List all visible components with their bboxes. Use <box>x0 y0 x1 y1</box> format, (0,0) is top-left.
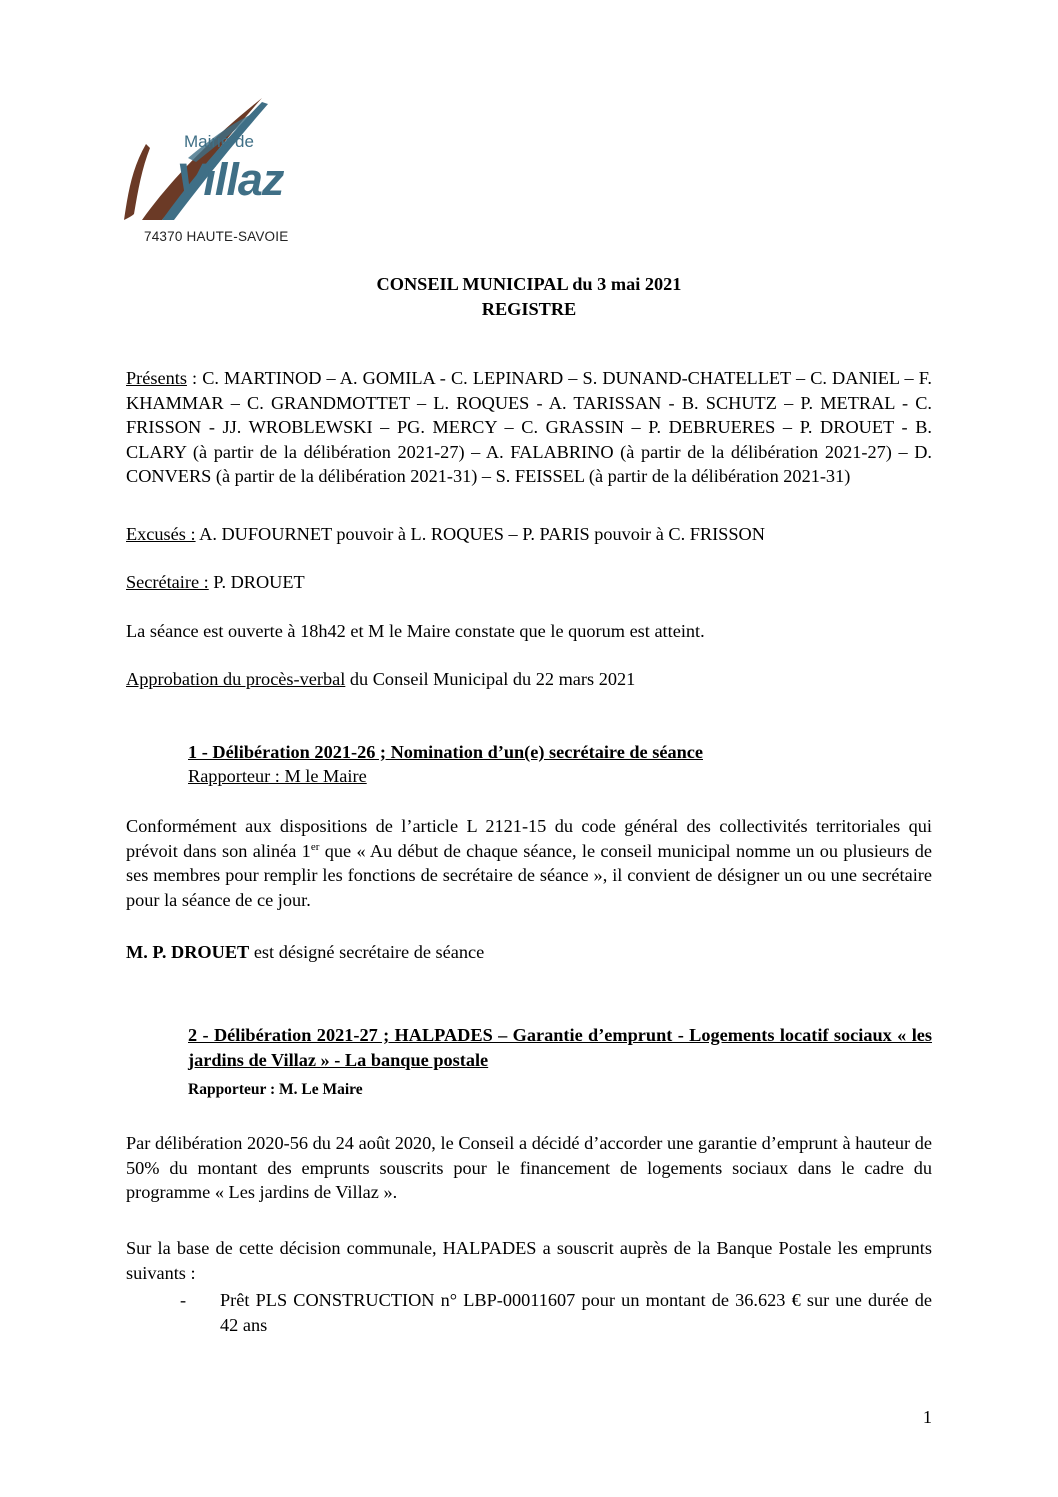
mairie-logo <box>122 98 312 248</box>
excuses-label: Excusés : <box>126 524 196 544</box>
document-subtitle: REGISTRE <box>481 299 577 319</box>
secretaire-paragraph <box>126 570 932 595</box>
deliberation2-body1: Par délibération 2020-56 du 24 août 2020, le Conseil a décidé d’accorder une garantie d’emprunt à hauteur de 50% du montant des emprunts souscrits pour le financement de logements sociaux dans le cadre du programme « Les jardins de Villaz ». <box>126 1133 932 1202</box>
bullet-text: Prêt PLS CONSTRUCTION n° LBP-00011607 pour un montant de 36.623 € sur une durée de 42 ans <box>220 1290 932 1335</box>
deliberation1-result-text: est désigné secrétaire de séance <box>249 942 485 962</box>
approbation-label: Approbation du procès-verbal <box>126 669 346 689</box>
presents-label: Présents <box>126 368 187 388</box>
presents-text: : C. MARTINOD – A. GOMILA - C. LEPINARD – S. DUNAND-CHATELLET – C. DANIEL – F. KHAMMAR – C. GRANDMOTTET – L. ROQUES - A. TARISSAN - B. SCHUTZ – P. METRAL - C. FRISSON - JJ. WROBLEWSKI – PG. MERCY – C. GRASSIN – P. DEBRUERES – P. DROUET - B. CLARY (à partir de la délibération 2021-27) – A. FALABRINO (à partir de la délibération 2021-27) – D. CONVERS (à partir de la délibération 2021-31) – S. FEISSEL (à partir de la délibération 2021-31) <box>126 368 932 486</box>
approbation-text: du Conseil Municipal du 22 mars 2021 <box>345 669 636 689</box>
approbation-paragraph <box>126 667 932 692</box>
deliberation1-body <box>126 814 932 912</box>
deliberation1-result <box>126 940 932 965</box>
bullet-dash: - <box>180 1290 187 1310</box>
deliberation1-heading: 1 - Délibération 2021-26 ; Nomination d’un(e) secrétaire de séance <box>188 742 703 762</box>
document-title: CONSEIL MUNICIPAL du 3 mai 2021 <box>376 274 682 294</box>
deliberation1-body-b: que « Au début de chaque séance, le conseil municipal nomme un ou plusieurs de ses membres pour remplir les fonctions de secrétaire de séance », il convient de désigner un ou une secrétaire pour la séance de ce jour. <box>126 840 932 910</box>
deliberation1-body-sup: er <box>310 840 320 853</box>
deliberation1-body-a: Conformément aux dispositions de l’article L 2121-15 du code général des collectivités territoriales qui prévoit dans son alinéa 1 <box>126 816 932 861</box>
page-number: 1 <box>922 1407 932 1427</box>
deliberation2-heading: 2 - Délibération 2021-27 ; HALPADES – Garantie d’emprunt - Logements locatif sociaux « les jardins de Villaz » - La banque postale <box>188 1025 932 1070</box>
seance-paragraph: La séance est ouverte à 18h42 et M le Maire constate que le quorum est atteint. <box>126 621 705 641</box>
secretaire-label: Secrétaire : <box>126 572 209 592</box>
deliberation2-rapporteur: Rapporteur : M. Le Maire <box>188 1081 363 1098</box>
deliberation1-rapporteur: Rapporteur : M le Maire <box>188 766 367 786</box>
deliberation2-body2: Sur la base de cette décision communale, HALPADES a souscrit auprès de la Banque Postale les emprunts suivants : <box>126 1238 932 1283</box>
deliberation1-result-name: M. P. DROUET <box>126 942 250 962</box>
logo-mairie-de: Mairie de <box>184 132 254 151</box>
secretaire-text: P. DROUET <box>208 572 305 592</box>
logo-postal: 74370 HAUTE-SAVOIE <box>144 229 289 244</box>
logo-villaz: Villaz <box>176 154 284 205</box>
presents-paragraph <box>126 366 932 489</box>
excuses-text: A. DUFOURNET pouvoir à L. ROQUES – P. PARIS pouvoir à C. FRISSON <box>195 524 765 544</box>
excuses-paragraph <box>126 522 932 547</box>
